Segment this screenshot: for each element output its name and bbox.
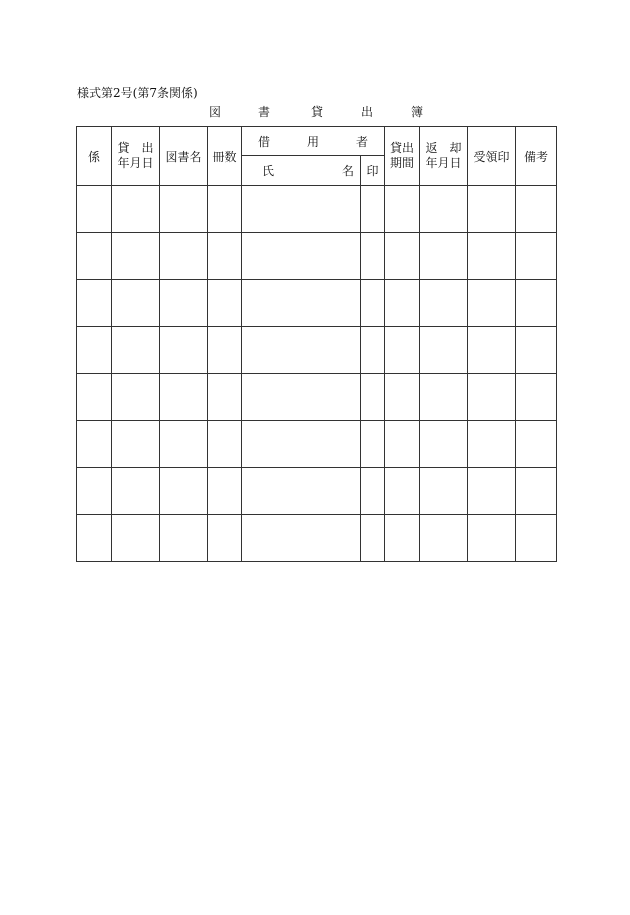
- table-cell[interactable]: [385, 374, 420, 421]
- table-cell[interactable]: [420, 421, 468, 468]
- table-cell[interactable]: [420, 233, 468, 280]
- header-loan-period-line1: 貸出: [390, 141, 415, 155]
- table-cell[interactable]: [361, 374, 385, 421]
- table-cell[interactable]: [208, 327, 242, 374]
- table-cell[interactable]: [208, 421, 242, 468]
- table-cell[interactable]: [112, 233, 160, 280]
- table-row: [77, 374, 557, 421]
- table-cell[interactable]: [112, 421, 160, 468]
- table-cell[interactable]: [77, 468, 112, 515]
- table-cell[interactable]: [242, 233, 361, 280]
- table-cell[interactable]: [242, 186, 361, 233]
- header-name-char: 氏: [262, 164, 275, 178]
- table-cell[interactable]: [468, 468, 516, 515]
- header-return-date-line2: 年月日: [425, 156, 462, 170]
- header-loan-date-line2: 年月日: [117, 156, 154, 170]
- header-return-date-line1: 返 却: [425, 141, 462, 155]
- table-cell[interactable]: [468, 421, 516, 468]
- table-cell[interactable]: [77, 186, 112, 233]
- table-cell[interactable]: [77, 421, 112, 468]
- table-cell[interactable]: [361, 233, 385, 280]
- table-cell[interactable]: [112, 468, 160, 515]
- table-cell[interactable]: [77, 374, 112, 421]
- table-row: [77, 468, 557, 515]
- table-cell[interactable]: [77, 280, 112, 327]
- table-cell[interactable]: [242, 280, 361, 327]
- table-cell[interactable]: [385, 421, 420, 468]
- table-cell[interactable]: [516, 374, 557, 421]
- table-cell[interactable]: [77, 327, 112, 374]
- table-cell[interactable]: [516, 515, 557, 562]
- table-cell[interactable]: [420, 515, 468, 562]
- form-number-label: 様式第2号(第7条関係): [77, 86, 198, 100]
- table-cell[interactable]: [468, 233, 516, 280]
- table-row: [77, 233, 557, 280]
- table-cell[interactable]: [468, 186, 516, 233]
- table-cell[interactable]: [516, 421, 557, 468]
- table-cell[interactable]: [77, 515, 112, 562]
- table-cell[interactable]: [385, 468, 420, 515]
- table-cell[interactable]: [385, 280, 420, 327]
- title-char: 簿: [411, 105, 424, 119]
- table-cell[interactable]: [516, 280, 557, 327]
- table-cell[interactable]: [468, 374, 516, 421]
- table-cell[interactable]: [385, 515, 420, 562]
- table-row: [77, 186, 557, 233]
- header-borrower-char: 用: [307, 134, 320, 149]
- table-cell[interactable]: [361, 468, 385, 515]
- table-row: [77, 421, 557, 468]
- table-cell[interactable]: [516, 327, 557, 374]
- document-title: [0, 103, 630, 119]
- table-cell[interactable]: [112, 280, 160, 327]
- header-loan-date: [112, 127, 160, 186]
- table-cell[interactable]: [160, 233, 208, 280]
- header-borrower: [242, 127, 385, 156]
- header-clerk: 係: [77, 127, 112, 186]
- title-char: 貸: [311, 105, 324, 119]
- table-cell[interactable]: [112, 374, 160, 421]
- table-cell[interactable]: [208, 280, 242, 327]
- table-cell[interactable]: [160, 468, 208, 515]
- header-row: [77, 127, 557, 156]
- table-cell[interactable]: [516, 468, 557, 515]
- table-cell[interactable]: [468, 515, 516, 562]
- header-name-char: 名: [341, 164, 354, 178]
- table-cell[interactable]: [361, 421, 385, 468]
- table-cell[interactable]: [160, 421, 208, 468]
- header-loan-period: [385, 127, 420, 186]
- table-cell[interactable]: [420, 468, 468, 515]
- table-cell[interactable]: [468, 280, 516, 327]
- table-cell[interactable]: [242, 421, 361, 468]
- table-cell[interactable]: [420, 186, 468, 233]
- book-loan-ledger-table: [76, 126, 557, 562]
- table-cell[interactable]: [242, 515, 361, 562]
- table-cell[interactable]: [77, 233, 112, 280]
- table-cell[interactable]: [242, 468, 361, 515]
- table-cell[interactable]: [361, 186, 385, 233]
- table-row: [77, 515, 557, 562]
- table-cell[interactable]: [112, 186, 160, 233]
- table-cell[interactable]: [385, 233, 420, 280]
- header-book-title: 図書名: [160, 127, 208, 186]
- table-cell[interactable]: [112, 327, 160, 374]
- header-borrower-char: 者: [356, 134, 369, 149]
- table-cell[interactable]: [361, 515, 385, 562]
- table-cell[interactable]: [385, 186, 420, 233]
- title-char: 書: [258, 105, 271, 119]
- header-borrower-char: 借: [258, 134, 271, 149]
- header-volumes: 冊数: [208, 127, 242, 186]
- table-cell[interactable]: [208, 468, 242, 515]
- table-cell[interactable]: [160, 515, 208, 562]
- table-cell[interactable]: [420, 327, 468, 374]
- table-cell[interactable]: [160, 327, 208, 374]
- table-cell[interactable]: [361, 280, 385, 327]
- header-remarks: 備考: [516, 127, 557, 186]
- table-cell[interactable]: [516, 233, 557, 280]
- table-cell[interactable]: [160, 374, 208, 421]
- table-cell[interactable]: [420, 280, 468, 327]
- table-cell[interactable]: [420, 374, 468, 421]
- table-row: [77, 327, 557, 374]
- header-loan-period-line2: 期間: [390, 156, 415, 170]
- header-receipt-seal: 受領印: [468, 127, 516, 186]
- table-cell[interactable]: [208, 233, 242, 280]
- header-borrower-name: [242, 156, 361, 186]
- table-cell[interactable]: [160, 186, 208, 233]
- table-cell[interactable]: [468, 327, 516, 374]
- table-cell[interactable]: [242, 327, 361, 374]
- table-cell[interactable]: [361, 327, 385, 374]
- table-cell[interactable]: [516, 186, 557, 233]
- table-row: [77, 280, 557, 327]
- header-loan-date-line1: 貸 出: [117, 141, 154, 155]
- header-borrower-seal: 印: [361, 156, 385, 186]
- table-cell[interactable]: [208, 186, 242, 233]
- title-char: 図: [209, 105, 222, 119]
- table-cell[interactable]: [208, 374, 242, 421]
- table-cell[interactable]: [112, 515, 160, 562]
- table-cell[interactable]: [242, 374, 361, 421]
- header-return-date: [420, 127, 468, 186]
- table-cell[interactable]: [385, 327, 420, 374]
- title-char: 出: [361, 105, 374, 119]
- table-cell[interactable]: [208, 515, 242, 562]
- table-cell[interactable]: [160, 280, 208, 327]
